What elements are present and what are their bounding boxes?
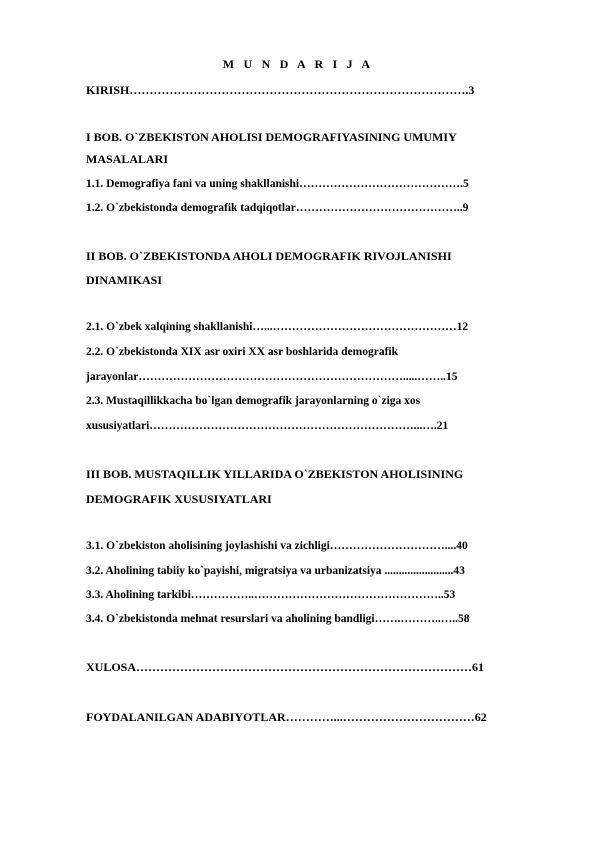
toc-entry-foydalanilgan-adabiyotlar: FOYDALANILGAN ADABIYOTLAR…………...……………………………62 <box>86 710 487 724</box>
toc-entry-2-2: 2.2. O`zbekistonda XIX asr oxiri XX asr boshlarida demografik <box>86 346 399 358</box>
toc-entry-3-1: 3.1. O`zbekiston aholisining joylashishi va zichligi…………………………....40 <box>86 540 468 552</box>
toc-entry-3-4: 3.4. O`zbekistonda mehnat resurslari va aholining bandligi…….………..…..58 <box>86 613 470 625</box>
toc-entry-3-3: 3.3. Aholining tarkibi……………..…………………………………………..53 <box>86 589 456 601</box>
toc-entry-1-2: 1.2. O`zbekistonda demografik tadqiqotlar……………………………………..9 <box>86 202 469 214</box>
toc-chapter-1-title: I BOB. O`ZBEKISTON AHOLISI DEMOGRAFIYASINING UMUMIY <box>86 130 457 144</box>
toc-chapter-2-title-cont: DINAMIKASI <box>86 273 163 287</box>
toc-entry-xulosa: XULOSA…………………………………………………………………………61 <box>86 660 485 674</box>
toc-entry-2-3-cont: xususiyatlari……………………………………………………………...….21 <box>86 420 449 432</box>
toc-entry-2-3: 2.3. Mustaqillikkacha bo`lgan demografik jarayonlarning o`ziga xos <box>86 395 421 407</box>
toc-entry-1-1: 1.1. Demografiya fani va uning shakllanishi…………………………………….5 <box>86 178 469 190</box>
toc-entry-2-1: 2.1. O`zbek xalqining shakllanishi…...…………………………………………12 <box>86 321 469 333</box>
toc-entry-kirish: KIRISH………………………………………………………………………….3 <box>86 83 475 97</box>
toc-chapter-2-title: II BOB. O`ZBEKISTONDA AHOLI DEMOGRAFIK RIVOJLANISHI <box>86 249 452 263</box>
toc-entry-2-2-cont: jarayonlar…………………………………………………………….....……..15 <box>86 371 458 383</box>
toc-chapter-3-title: III BOB. MUSTAQILLIK YILLARIDA O`ZBEKISTON AHOLISINING <box>86 467 464 481</box>
toc-entry-3-2: 3.2. Aholining tabiiy ko`payishi, migratsiya va urbanizatsiya ........................43 <box>86 565 465 577</box>
toc-chapter-1-title-cont: MASALALARI <box>86 152 169 166</box>
page-title: M U N D A R I J A <box>222 57 374 71</box>
toc-chapter-3-title-cont: DEMOGRAFIK XUSUSIYATLARI <box>86 492 272 506</box>
